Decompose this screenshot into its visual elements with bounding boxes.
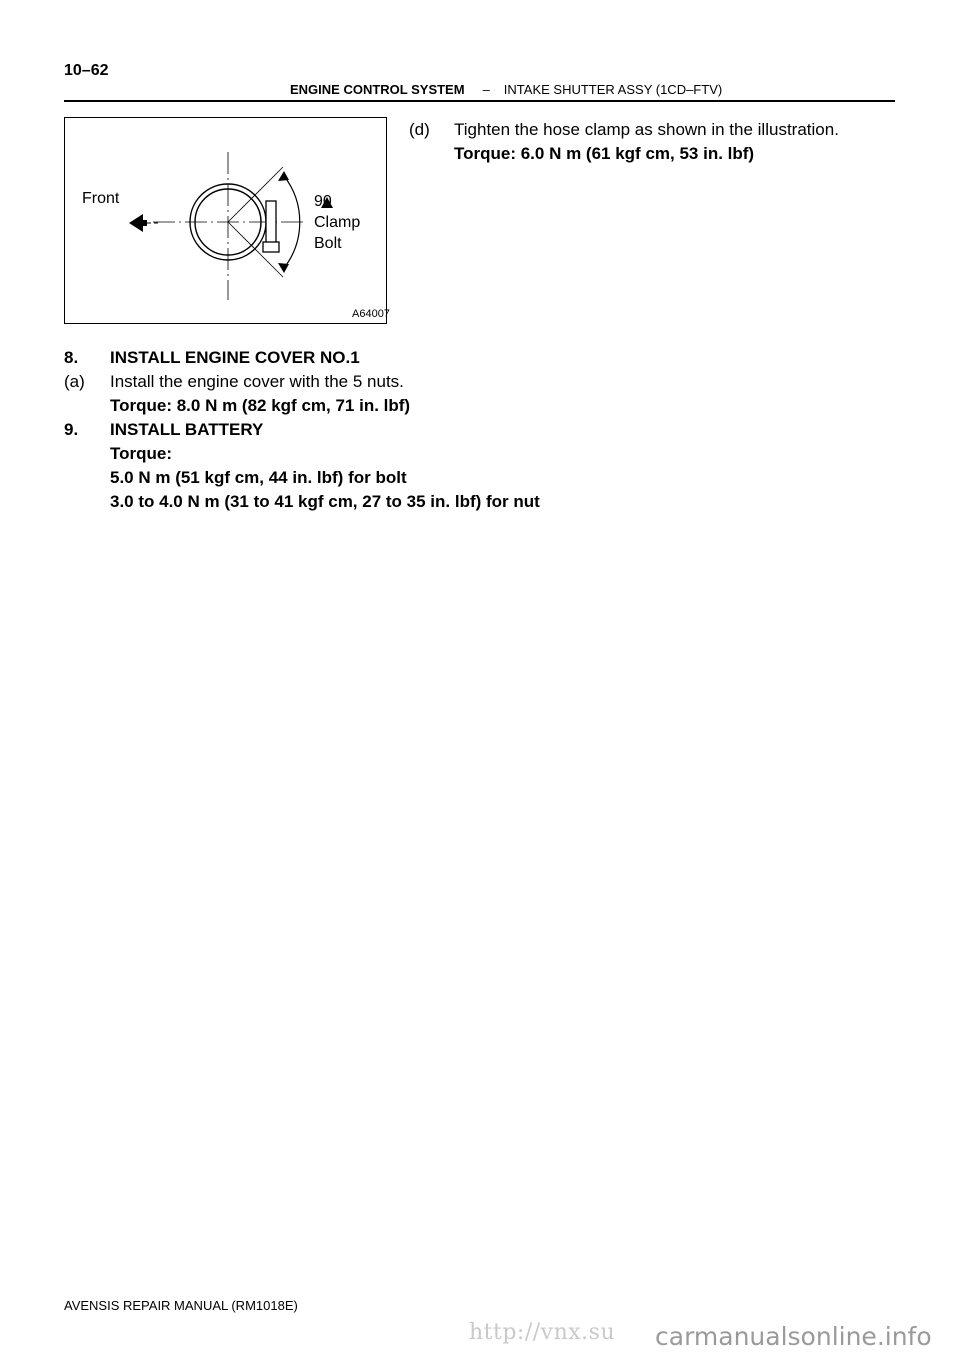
arc-arrow-top xyxy=(278,171,289,181)
front-label: Front xyxy=(82,190,120,207)
clamp-label: Clamp xyxy=(314,214,361,231)
arc-arrow-bottom xyxy=(278,263,289,273)
step-9-number: 9. xyxy=(64,420,79,439)
page-number: 10–62 xyxy=(64,62,109,79)
angle-label: 90 xyxy=(314,193,332,210)
step-8-sub-marker: (a) xyxy=(64,372,85,391)
step-8-title: INSTALL ENGINE COVER NO.1 xyxy=(110,348,360,367)
figure-id: A64007 xyxy=(352,308,390,320)
step-9-title: INSTALL BATTERY xyxy=(110,420,264,439)
clamp-illustration xyxy=(64,117,390,324)
front-arrow-icon xyxy=(129,214,143,232)
header-separator: – xyxy=(482,82,490,97)
footer-manual-title: AVENSIS REPAIR MANUAL (RM1018E) xyxy=(64,1298,298,1313)
site-watermark: carmanualsonline.info xyxy=(655,1322,932,1351)
header-system: ENGINE CONTROL SYSTEM xyxy=(290,82,465,97)
clamp-bolt-body xyxy=(266,201,276,248)
step-9-torque-nut: 3.0 to 4.0 N m (31 to 41 kgf cm, 27 to 35 in. lbf) for nut xyxy=(110,492,540,511)
header-title xyxy=(290,82,722,97)
step-8-torque: Torque: 8.0 N m (82 kgf cm, 71 in. lbf) xyxy=(110,396,411,415)
step-9-torque-bolt: 5.0 N m (51 kgf cm, 44 in. lbf) for bolt xyxy=(110,468,407,487)
step-9-torque-label: Torque: xyxy=(110,444,173,463)
header-rule xyxy=(64,100,895,102)
step-8-number: 8. xyxy=(64,348,79,367)
step-d-torque: Torque: 6.0 N m (61 kgf cm, 53 in. lbf) xyxy=(454,144,755,163)
bolt-label: Bolt xyxy=(314,235,342,252)
step-d-marker: (d) xyxy=(409,120,430,139)
step-8-sub-text: Install the engine cover with the 5 nuts. xyxy=(110,372,404,391)
url-watermark: http://vnx.su xyxy=(469,1320,616,1345)
header-section: INTAKE SHUTTER ASSY (1CD–FTV) xyxy=(503,82,723,97)
step-d-text: Tighten the hose clamp as shown in the illustration. xyxy=(454,120,839,139)
clamp-bolt-head xyxy=(263,242,279,252)
